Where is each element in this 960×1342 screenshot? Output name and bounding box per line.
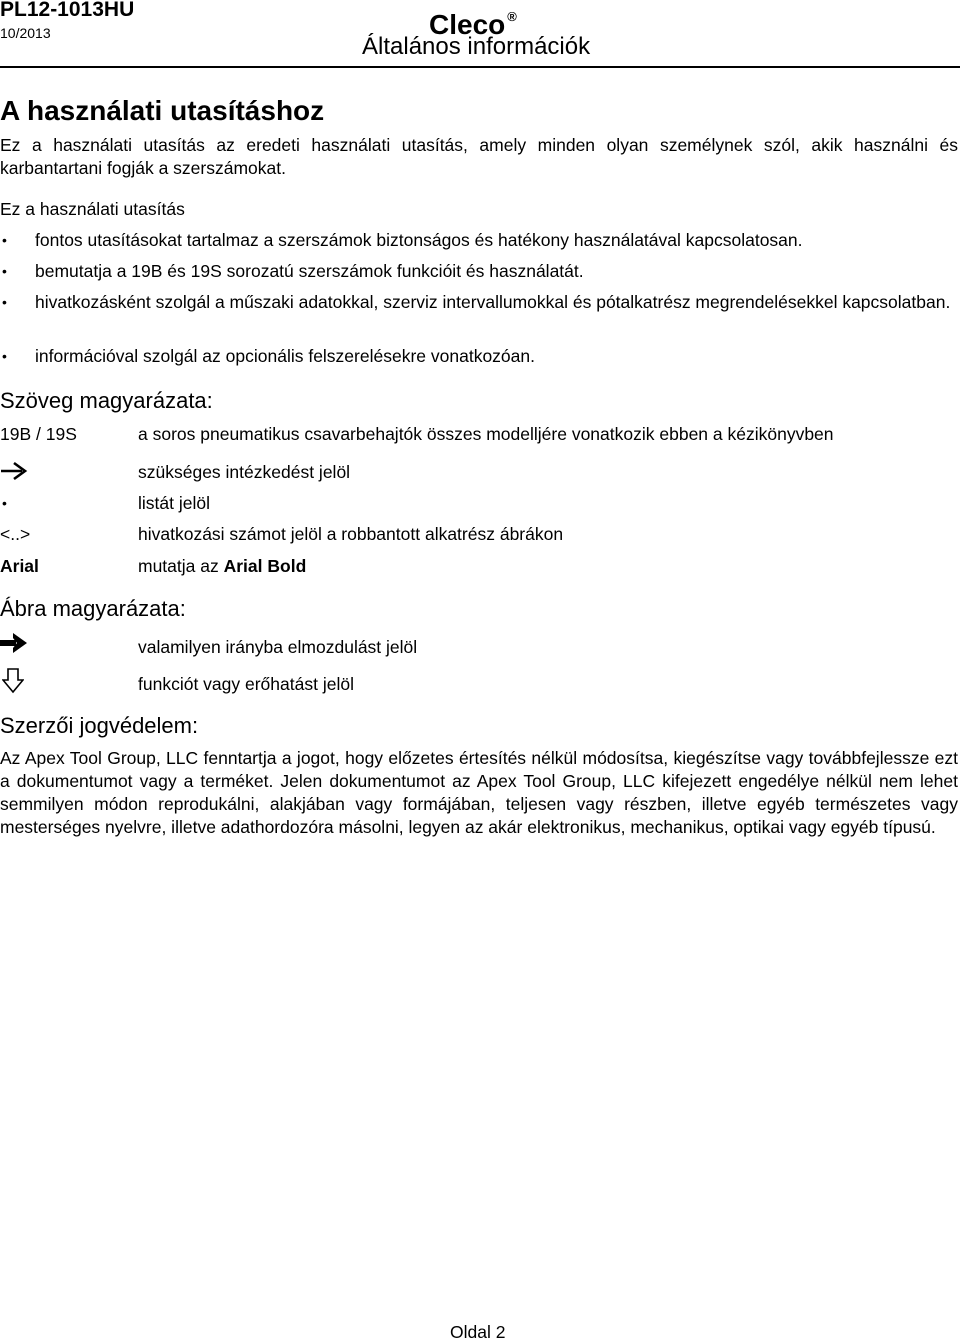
list-lead: Ez a használati utasítás xyxy=(0,199,185,219)
document-date: 10/2013 xyxy=(0,25,51,41)
intro-paragraph: Ez a használati utasítás az eredeti használati utasítás, amely minden olyan személynek szól, akik használni és karbantartani fogják a szerszámokat. xyxy=(0,135,958,178)
legend-key: • xyxy=(2,495,7,511)
legend-description: a soros pneumatikus csavarbehajtók összes modelljére vonatkozik ebben a kézikönyvben xyxy=(138,424,834,444)
legend-key: <..> xyxy=(0,524,31,544)
section-title: Általános információk xyxy=(362,33,591,60)
copyright-heading: Szerzői jogvédelem: xyxy=(0,713,199,738)
right-arrow-icon xyxy=(0,460,30,482)
legend-description-bold: Arial Bold xyxy=(223,556,307,576)
list-item: bemutatja a 19B és 19S sorozatú szerszámok funkcióit és használatát. xyxy=(35,261,584,281)
legend-description: valamilyen irányba elmozdulást jelöl xyxy=(138,637,418,657)
brand-name: Cleco xyxy=(429,9,506,40)
list-item: hivatkozásként szolgál a műszaki adatokkal, szerviz intervallumokkal és pótalkatrész megrendelésekkel kapcsolatban. xyxy=(35,292,951,312)
legend-key: 19B / 19S xyxy=(0,424,77,444)
page-number: Oldal 2 xyxy=(450,1322,506,1342)
bullet-marker: • xyxy=(2,263,7,279)
header-divider xyxy=(0,66,960,68)
registered-mark: ® xyxy=(507,9,517,24)
document-code: PL12-1013HU xyxy=(0,0,135,21)
legend-description: funkciót vagy erőhatást jelöl xyxy=(138,674,354,694)
bullet-marker: • xyxy=(2,348,7,364)
legend-description: listát jelöl xyxy=(138,493,210,513)
copyright-paragraph: Az Apex Tool Group, LLC fenntartja a jogot, hogy előzetes értesítés nélkül módosítsa, kiegészítse vagy továbbfejlessze ezt a dokumentumot vagy a terméket. Jelen dokumentumot az Apex Tool Group, LLC kifejezett engedélye nélkül nem lehet semmilyen módon reprodukálni, alakjában vagy formájában, teljesen vagy részben, illetve egyéb természetes vagy mesterséges nyelvre, illetve adathordozóra másolni, legyen az akár elektronikus, mechanikus, optikai vagy egyéb típusú. xyxy=(0,748,958,837)
bullet-marker: • xyxy=(2,294,7,310)
bullet-marker: • xyxy=(2,232,7,248)
hollow-down-arrow-icon xyxy=(2,668,24,694)
legend-key: Arial xyxy=(0,556,39,576)
legend-description xyxy=(138,555,306,577)
legend-description: szükséges intézkedést jelöl xyxy=(138,462,351,482)
legend-description-prefix: mutatja az xyxy=(138,556,224,576)
thick-right-arrow-icon xyxy=(0,632,30,654)
legend-description: hivatkozási számot jelöl a robbantott alkatrész ábrákon xyxy=(138,524,564,544)
text-legend-heading: Szöveg magyarázata: xyxy=(0,388,213,413)
list-item: fontos utasításokat tartalmaz a szerszámok biztonságos és hatékony használatával kapcsolatosan. xyxy=(35,230,803,250)
list-item: információval szolgál az opcionális felszerelésekre vonatkozóan. xyxy=(35,346,535,366)
figure-legend-heading: Ábra magyarázata: xyxy=(0,596,186,621)
intro-heading: A használati utasításhoz xyxy=(0,95,325,126)
